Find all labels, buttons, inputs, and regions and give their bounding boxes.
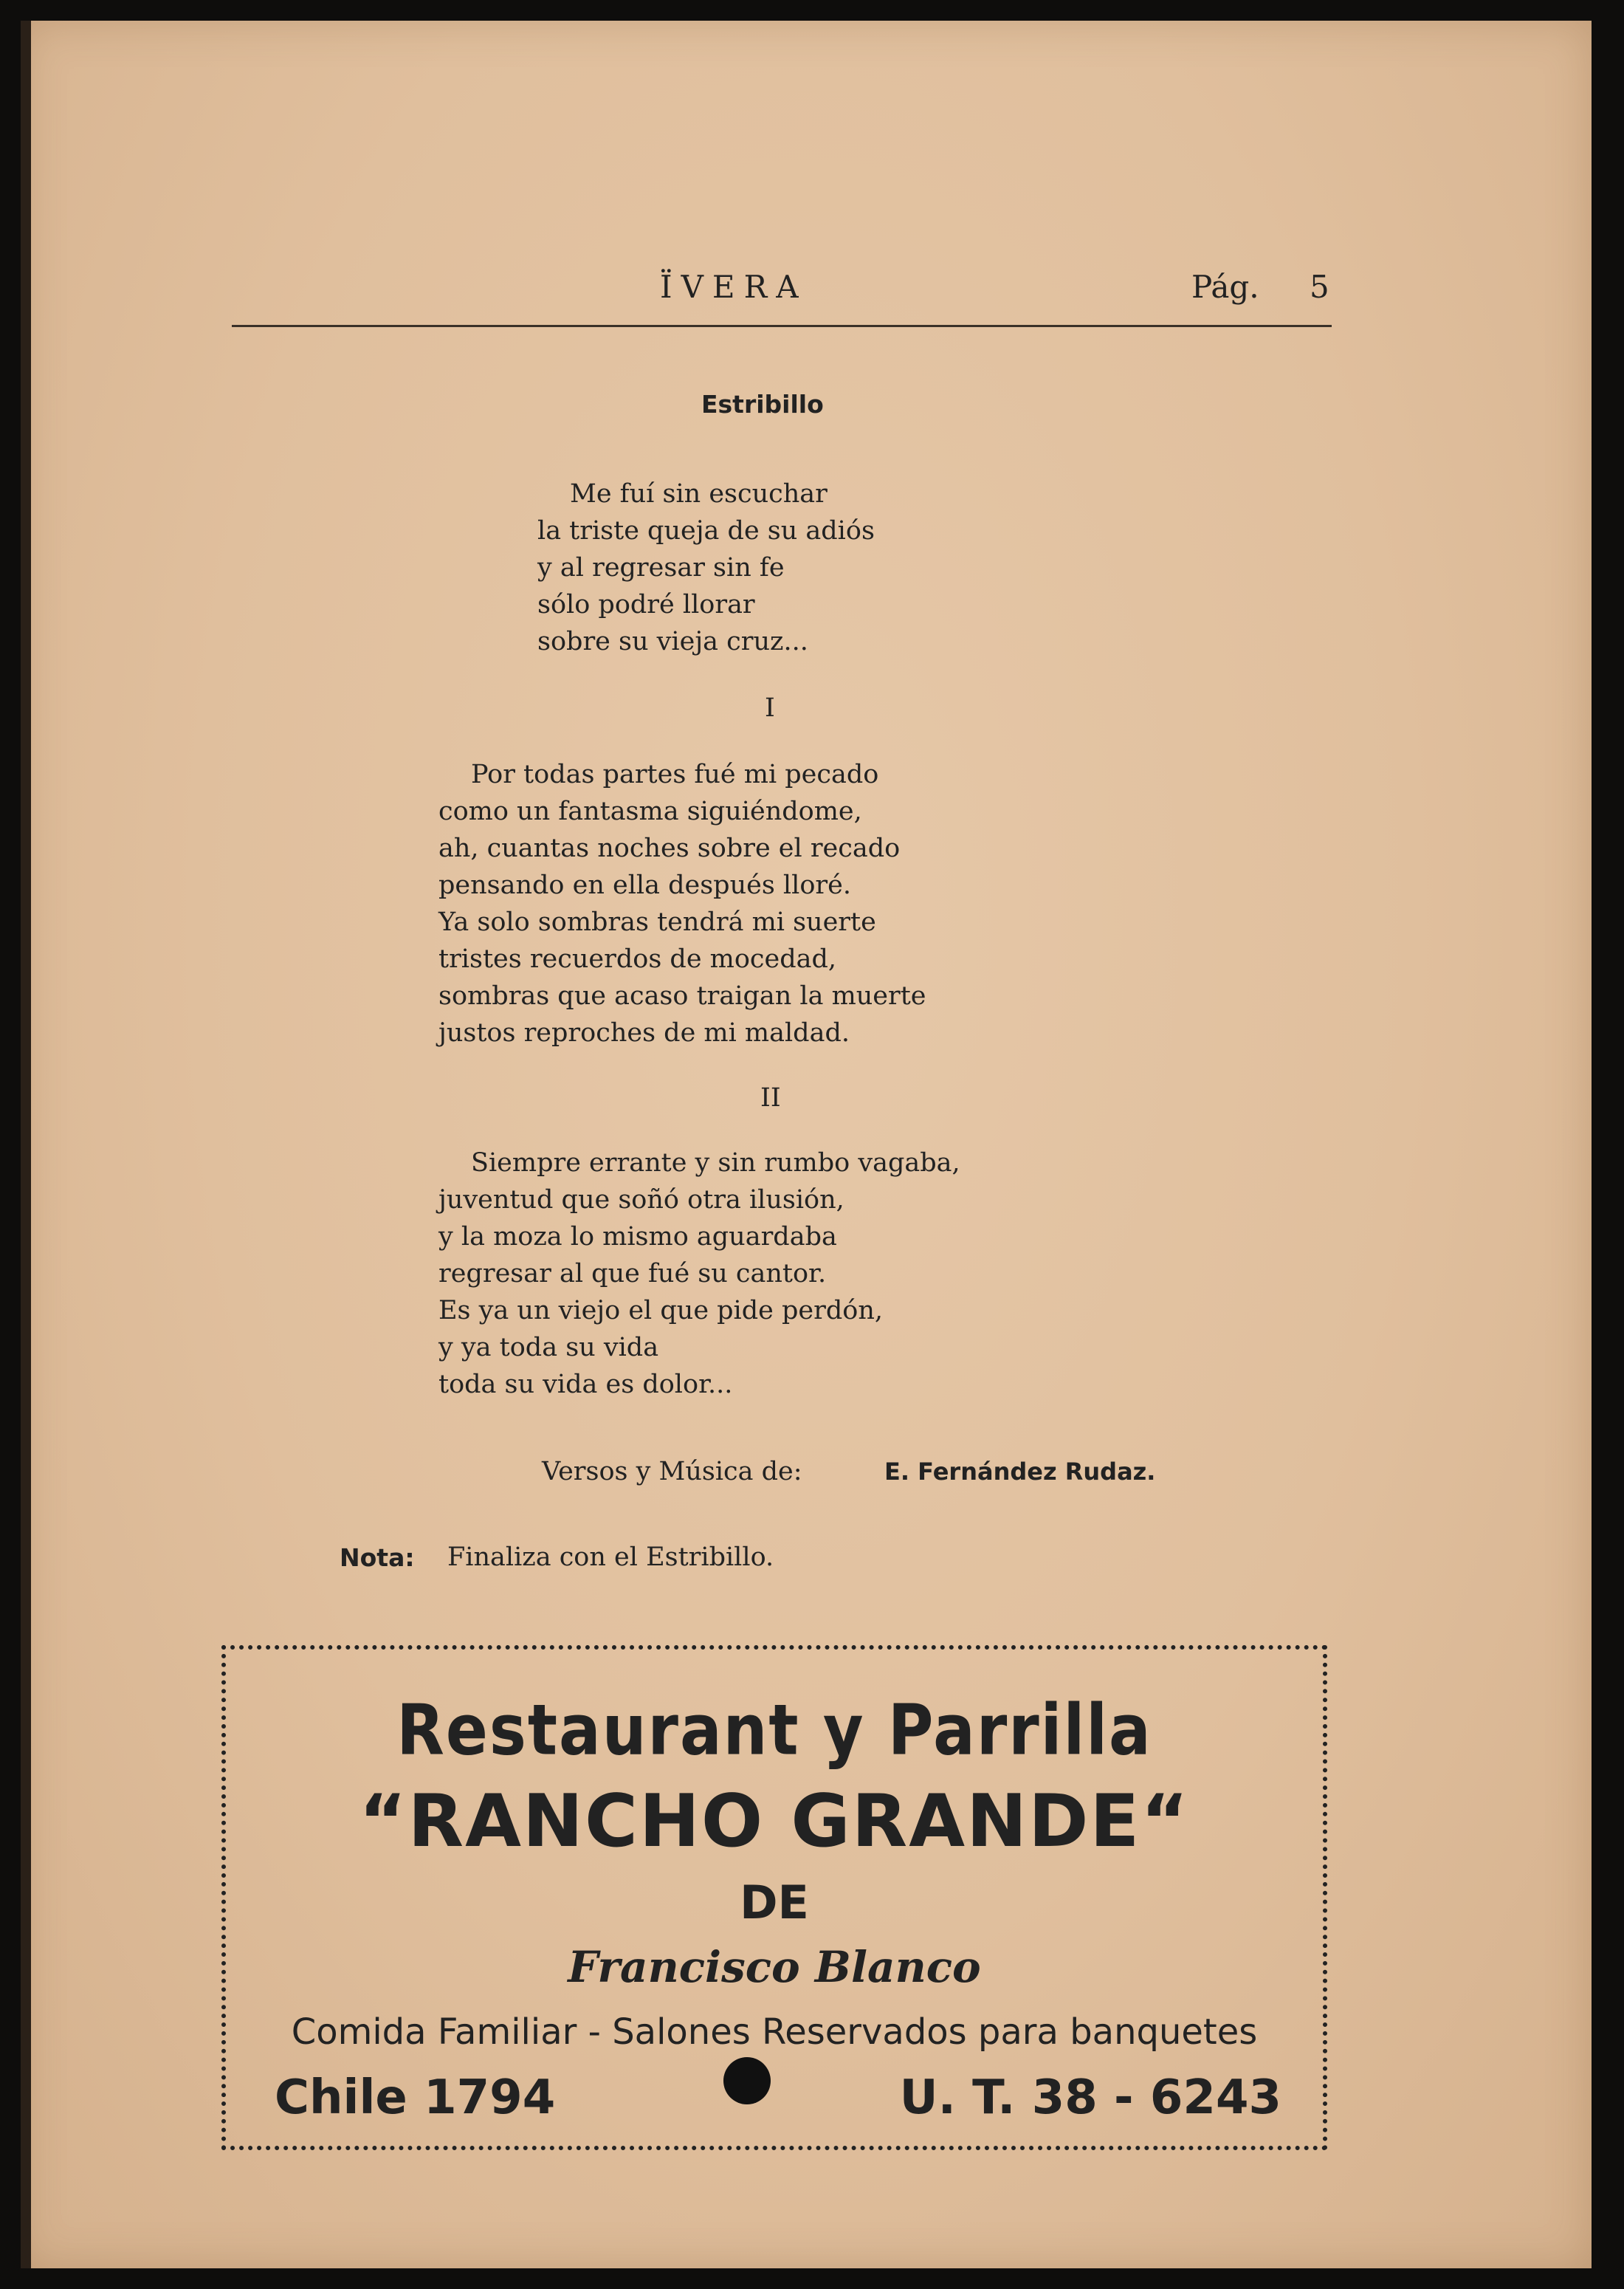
stanza-numeral: II <box>760 1083 781 1113</box>
stanza-line: y la moza lo mismo aguardaba <box>438 1222 837 1252</box>
page-label: Pág. <box>1191 269 1259 305</box>
stanza-line: y ya toda su vida <box>438 1333 659 1362</box>
chorus-line: sobre su vieja cruz... <box>537 627 808 656</box>
ad-de: DE <box>740 1876 809 1929</box>
restaurant-ad <box>221 1645 1327 2150</box>
ad-owner-signature: Francisco Blanco <box>568 1942 981 1992</box>
book-page <box>21 21 1592 2268</box>
stanza-line: Ya solo sombras tendrá mi suerte <box>438 907 876 937</box>
chorus-line: y al regresar sin fe <box>537 553 785 583</box>
stanza-line: tristes recuerdos de mocedad, <box>438 944 837 974</box>
chorus-line: sólo podré llorar <box>537 590 755 620</box>
binding-edge <box>21 21 31 2268</box>
page-number: 5 <box>1310 269 1329 305</box>
stanza-line: pensando en ella después lloré. <box>438 871 851 900</box>
separator-dot <box>723 2057 771 2104</box>
stanza-line: Es ya un viejo el que pide perdón, <box>438 1296 883 1325</box>
credits-author: E. Fernández Rudaz. <box>884 1458 1156 1486</box>
stanza-numeral: I <box>765 693 775 723</box>
stanza-line: ah, cuantas noches sobre el recado <box>438 834 901 863</box>
magazine-title: ÏVERA <box>660 269 808 305</box>
stanza-line: Por todas partes fué mi pecado <box>471 760 879 789</box>
ad-headline: Restaurant y Parrilla <box>396 1689 1152 1771</box>
ad-services: Comida Familiar - Salones Reservados para banquetes <box>291 2011 1258 2053</box>
stanza-line: justos reproches de mi maldad. <box>438 1018 850 1048</box>
chorus-line: la triste queja de su adiós <box>537 516 875 546</box>
ad-phone: U. T. 38 - 6243 <box>899 2070 1281 2125</box>
header-rule <box>232 325 1332 327</box>
note-label: Nota: <box>340 1543 415 1572</box>
credits-label: Versos y Música de: <box>542 1457 802 1486</box>
stanza-line: toda su vida es dolor... <box>438 1370 733 1399</box>
stanza-line: sombras que acaso traigan la muerte <box>438 981 926 1011</box>
chorus-line: Me fuí sin escuchar <box>570 479 828 509</box>
note-text: Finaliza con el Estribillo. <box>447 1542 774 1572</box>
stanza-line: juventud que soñó otra ilusión, <box>438 1185 844 1215</box>
stanza-line: como un fantasma siguiéndome, <box>438 797 862 826</box>
stanza-line: Siempre errante y sin rumbo vagaba, <box>471 1148 960 1178</box>
ad-address: Chile 1794 <box>275 2070 556 2125</box>
stanza-line: regresar al que fué su cantor. <box>438 1259 827 1288</box>
ad-restaurant-name: “RANCHO GRANDE“ <box>359 1780 1190 1864</box>
chorus-heading: Estribillo <box>701 390 824 419</box>
